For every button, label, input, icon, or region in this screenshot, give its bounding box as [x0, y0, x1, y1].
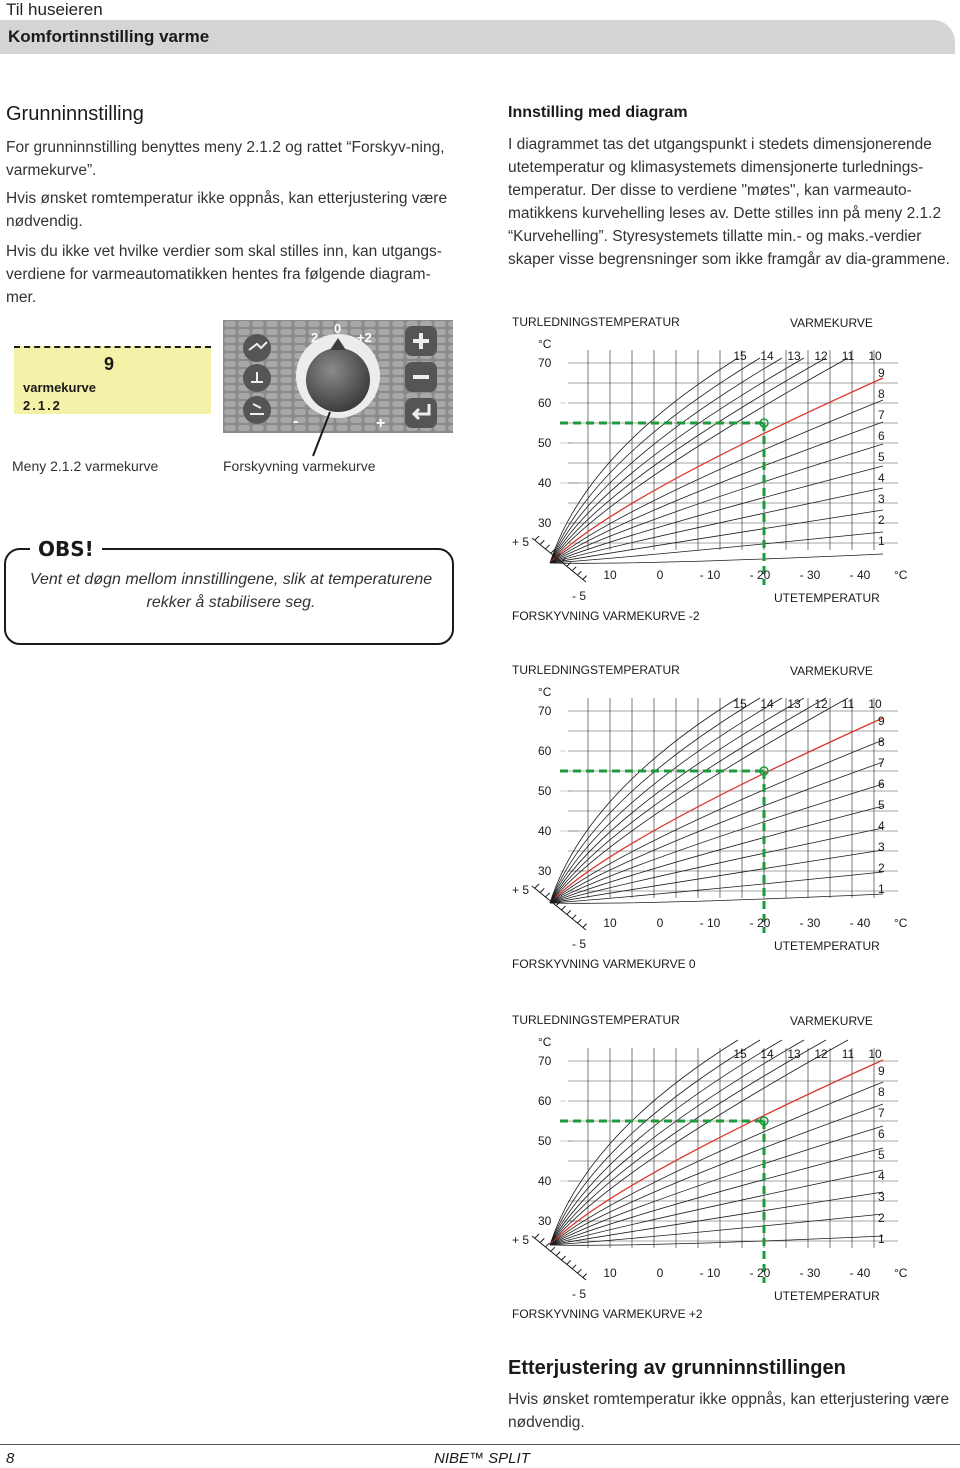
- x-tick-1: 0: [656, 916, 664, 930]
- curve-4: [550, 828, 883, 903]
- curve-title: VARMEKURVE: [790, 1014, 873, 1028]
- diagonal-tick-2: [546, 893, 550, 897]
- caption-knob: Forskyvning varmekurve: [223, 458, 376, 474]
- y-tick-30: 30: [538, 1214, 552, 1228]
- curve-label-2: 2: [878, 1211, 885, 1225]
- y-axis-title: TURLEDNINGSTEMPERATUR: [512, 663, 680, 677]
- chart-title: FORSKYVNING VARMEKURVE 0: [512, 957, 696, 971]
- curve-label-6: 6: [878, 1127, 885, 1141]
- y-tick-60: 60: [538, 1094, 552, 1108]
- plus-button[interactable]: [405, 326, 437, 356]
- control-panel: [223, 320, 453, 433]
- curve-label-1: 1: [878, 882, 885, 896]
- x-tick-1: 0: [656, 1266, 664, 1280]
- curve-8: [550, 1082, 883, 1245]
- diagonal-tick-9: [583, 576, 587, 580]
- curve-label-12: 12: [814, 697, 828, 711]
- diagonal-tick-8: [577, 571, 581, 575]
- para-3: Hvis du ikke vet hvilke verdier som skal stilles inn, kan utgangs-verdiene for varmeautomatikken hentes fra følgende diagram-mer.: [6, 243, 442, 306]
- x-tick-3: - 20: [749, 568, 771, 582]
- y-tick-70: 70: [538, 1054, 552, 1068]
- curve-label-4: 4: [878, 819, 885, 833]
- x-tick-4: - 30: [799, 568, 821, 582]
- x-tick-2: - 10: [699, 568, 721, 582]
- curve-label-14: 14: [760, 1047, 774, 1061]
- chart-title: FORSKYVNING VARMEKURVE -2: [512, 609, 700, 623]
- diagonal-tick-1: [540, 1238, 544, 1242]
- y-tick-40: 40: [538, 824, 552, 838]
- knob-minus-sign: -: [293, 413, 299, 430]
- diagonal-tick-2: [546, 545, 550, 549]
- curve-label-3: 3: [878, 492, 885, 506]
- y-tick-70: 70: [538, 704, 552, 718]
- caption-menu: Meny 2.1.2 varmekurve: [12, 458, 159, 474]
- curve-13: [550, 358, 782, 563]
- curve-label-1: 1: [878, 1232, 885, 1246]
- diagonal-tick-9: [583, 1274, 587, 1278]
- curve-label-15: 15: [733, 349, 747, 363]
- diagonal-tick-0: [535, 536, 539, 540]
- x-minus5-label: - 5: [572, 1287, 587, 1301]
- curve-label-11: 11: [841, 349, 855, 363]
- curve-label-3: 3: [878, 840, 885, 854]
- y-tick-70: 70: [538, 356, 552, 370]
- curve-title: VARMEKURVE: [790, 664, 873, 678]
- y-tick-50: 50: [538, 784, 552, 798]
- curve-label-7: 7: [878, 1106, 885, 1120]
- curve-label-9: 9: [878, 366, 885, 380]
- x-axis-title: UTETEMPERATUR: [774, 1289, 880, 1303]
- y-plus5-label: + 5: [512, 883, 530, 897]
- diagonal-tick-7: [572, 915, 576, 919]
- y-plus5-label: + 5: [512, 1233, 530, 1247]
- x-tick-2: - 10: [699, 1266, 721, 1280]
- curve-label-5: 5: [878, 1148, 885, 1162]
- x-tick-1: 0: [656, 568, 664, 582]
- diagonal-tick-0: [535, 884, 539, 888]
- curve-4: [550, 1170, 883, 1245]
- y-unit: °C: [538, 1035, 552, 1049]
- y-unit: °C: [538, 337, 552, 351]
- curve-label-15: 15: [733, 1047, 747, 1061]
- heading-grunninnstilling: Grunninnstilling: [6, 103, 144, 125]
- diagram-offset-0: [508, 658, 908, 976]
- curve-label-6: 6: [878, 777, 885, 791]
- x-unit: °C: [894, 1266, 908, 1280]
- curve-11: [550, 698, 826, 903]
- curve-14: [550, 358, 760, 563]
- display-label: varmekurve: [23, 380, 96, 395]
- curve-label-11: 11: [841, 697, 855, 711]
- curve-label-5: 5: [878, 798, 885, 812]
- curve-14: [550, 1040, 760, 1245]
- diagonal-tick-7: [572, 1265, 576, 1269]
- curve-label-3: 3: [878, 1190, 885, 1204]
- curve-label-2: 2: [878, 861, 885, 875]
- curve-label-7: 7: [878, 756, 885, 770]
- y-plus5-label: + 5: [512, 535, 530, 549]
- curve-11: [550, 358, 826, 563]
- diagram-offset-minus2: [508, 310, 908, 628]
- mode-icon-1[interactable]: [243, 334, 271, 362]
- diagonal-tick-3: [551, 1247, 555, 1251]
- curve-label-1: 1: [878, 534, 885, 548]
- diagonal-tick-6: [567, 910, 571, 914]
- title-bar: [0, 20, 955, 54]
- y-tick-60: 60: [538, 744, 552, 758]
- display-value: 9: [104, 354, 115, 374]
- x-tick-3: - 20: [749, 1266, 771, 1280]
- curve-label-8: 8: [878, 735, 885, 749]
- diagonal-tick-8: [577, 919, 581, 923]
- curve-8: [550, 740, 883, 903]
- x-unit: °C: [894, 568, 908, 582]
- x-tick-5: - 40: [849, 568, 871, 582]
- diagonal-tick-5: [562, 1256, 566, 1260]
- curve-label-13: 13: [787, 349, 801, 363]
- curve-1: [550, 894, 883, 903]
- minus-button[interactable]: [405, 362, 437, 392]
- y-tick-50: 50: [538, 436, 552, 450]
- curve-label-13: 13: [787, 697, 801, 711]
- page-number: 8: [6, 1450, 15, 1467]
- curve-label-8: 8: [878, 387, 885, 401]
- x-tick-2: - 10: [699, 916, 721, 930]
- curve-label-7: 7: [878, 408, 885, 422]
- page-title: Komfortinnstilling varme: [8, 27, 210, 46]
- x-unit: °C: [894, 916, 908, 930]
- x-tick-0: 10: [603, 1266, 617, 1280]
- section-label: Til huseieren: [6, 0, 103, 19]
- curve-label-15: 15: [733, 697, 747, 711]
- curve-3: [550, 850, 883, 903]
- curve-label-10: 10: [868, 697, 882, 711]
- x-tick-5: - 40: [849, 916, 871, 930]
- x-minus5-label: - 5: [572, 589, 587, 603]
- diagonal-tick-2: [546, 1243, 550, 1247]
- x-axis-title: UTETEMPERATUR: [774, 591, 880, 605]
- y-axis-title: TURLEDNINGSTEMPERATUR: [512, 1013, 680, 1027]
- y-tick-60: 60: [538, 396, 552, 410]
- diagonal-tick-5: [562, 906, 566, 910]
- diagonal-tick-8: [577, 1269, 581, 1273]
- para-2: Hvis ønsket romtemperatur ikke oppnås, kan etterjustering være nødvendig.: [6, 190, 448, 230]
- heading-etterjustering: Etterjustering av grunninnstillingen: [508, 1357, 846, 1379]
- knob-plus-sign: +: [376, 415, 386, 432]
- curve-label-13: 13: [787, 1047, 801, 1061]
- curve-13: [550, 698, 782, 903]
- knob-plus-label: +2: [357, 330, 372, 345]
- diagram-offset-plus2: [508, 1008, 908, 1326]
- curve-label-2: 2: [878, 513, 885, 527]
- curve-label-14: 14: [760, 697, 774, 711]
- curve-label-11: 11: [841, 1047, 855, 1061]
- enter-button[interactable]: [405, 398, 437, 428]
- x-tick-0: 10: [603, 568, 617, 582]
- curve-2: [550, 872, 883, 903]
- x-tick-4: - 30: [799, 916, 821, 930]
- y-axis-title: TURLEDNINGSTEMPERATUR: [512, 315, 680, 329]
- diagonal-tick-6: [567, 1260, 571, 1264]
- menu-display: [14, 346, 211, 414]
- x-tick-5: - 40: [849, 1266, 871, 1280]
- curve-label-12: 12: [814, 349, 828, 363]
- diagonal-tick-4: [556, 1252, 560, 1256]
- curve-4: [550, 488, 883, 563]
- curve-1: [550, 554, 883, 563]
- obs-label: OBS!: [30, 535, 102, 563]
- mode-icon-3[interactable]: [243, 396, 271, 424]
- y-tick-30: 30: [538, 516, 552, 530]
- curve-1: [550, 1236, 883, 1245]
- y-unit: °C: [538, 685, 552, 699]
- curve-2: [550, 532, 883, 563]
- y-tick-40: 40: [538, 1174, 552, 1188]
- y-tick-40: 40: [538, 476, 552, 490]
- x-axis-title: UTETEMPERATUR: [774, 939, 880, 953]
- curve-label-5: 5: [878, 450, 885, 464]
- diagonal-tick-1: [540, 888, 544, 892]
- diagonal-tick-9: [583, 924, 587, 928]
- curve-3: [550, 1192, 883, 1245]
- curve-title: VARMEKURVE: [790, 316, 873, 330]
- curve-14: [550, 698, 760, 903]
- chart-title: FORSKYVNING VARMEKURVE +2: [512, 1307, 703, 1321]
- offset-knob[interactable]: [296, 334, 380, 418]
- display-menu-number: 2.1.2: [23, 398, 62, 413]
- x-tick-0: 10: [603, 916, 617, 930]
- diagonal-tick-1: [540, 540, 544, 544]
- heading-diagram: Innstilling med diagram: [508, 104, 688, 121]
- knob-zero-label: 0: [334, 321, 342, 336]
- x-minus5-label: - 5: [572, 937, 587, 951]
- para-1: For grunninnstilling benyttes meny 2.1.2 og rattet “Forskyv-ning, varmekurve”.: [6, 139, 445, 179]
- curve-label-4: 4: [878, 1169, 885, 1183]
- curve-label-10: 10: [868, 1047, 882, 1061]
- curve-label-12: 12: [814, 1047, 828, 1061]
- curve-11: [550, 1040, 826, 1245]
- etterjustering-text: Hvis ønsket romtemperatur ikke oppnås, kan etterjustering være nødvendig.: [508, 1391, 950, 1431]
- y-tick-30: 30: [538, 864, 552, 878]
- obs-text: Vent et døgn mellom innstillingene, slik at temperaturene rekker å stabilisere seg.: [29, 571, 433, 611]
- x-tick-4: - 30: [799, 1266, 821, 1280]
- diagonal-tick-0: [535, 1234, 539, 1238]
- curve-2: [550, 1214, 883, 1245]
- diagonal-tick-7: [572, 567, 576, 571]
- knob-minus-label: 2: [311, 330, 319, 345]
- y-tick-50: 50: [538, 1134, 552, 1148]
- mode-icon-2[interactable]: [243, 364, 271, 392]
- curve-label-9: 9: [878, 1064, 885, 1078]
- curve-label-10: 10: [868, 349, 882, 363]
- curve-label-9: 9: [878, 714, 885, 728]
- curve-13: [550, 1040, 782, 1245]
- footer-brand: NIBE™ SPLIT: [434, 1450, 530, 1467]
- curve-3: [550, 510, 883, 563]
- diagram-intro: I diagrammet tas det utgangspunkt i stedets dimensjonerende utetemperatur og klimasystemets dimensjonerte turlednings-temperatur. Der disse to verdiene "møtes", kan varmeauto-matikkens kurvehelling leses av. Dette stilles inn på meny 2.1.2 “Kurvehelling”. Styresystemets tillatte min.- og maks.-verdier skaper visse begrensninger som ikke framgår av dia-grammene.: [508, 136, 950, 268]
- x-tick-3: - 20: [749, 916, 771, 930]
- curve-label-6: 6: [878, 429, 885, 443]
- curve-label-8: 8: [878, 1085, 885, 1099]
- footer-rule: [0, 1444, 960, 1445]
- curve-label-4: 4: [878, 471, 885, 485]
- curve-label-14: 14: [760, 349, 774, 363]
